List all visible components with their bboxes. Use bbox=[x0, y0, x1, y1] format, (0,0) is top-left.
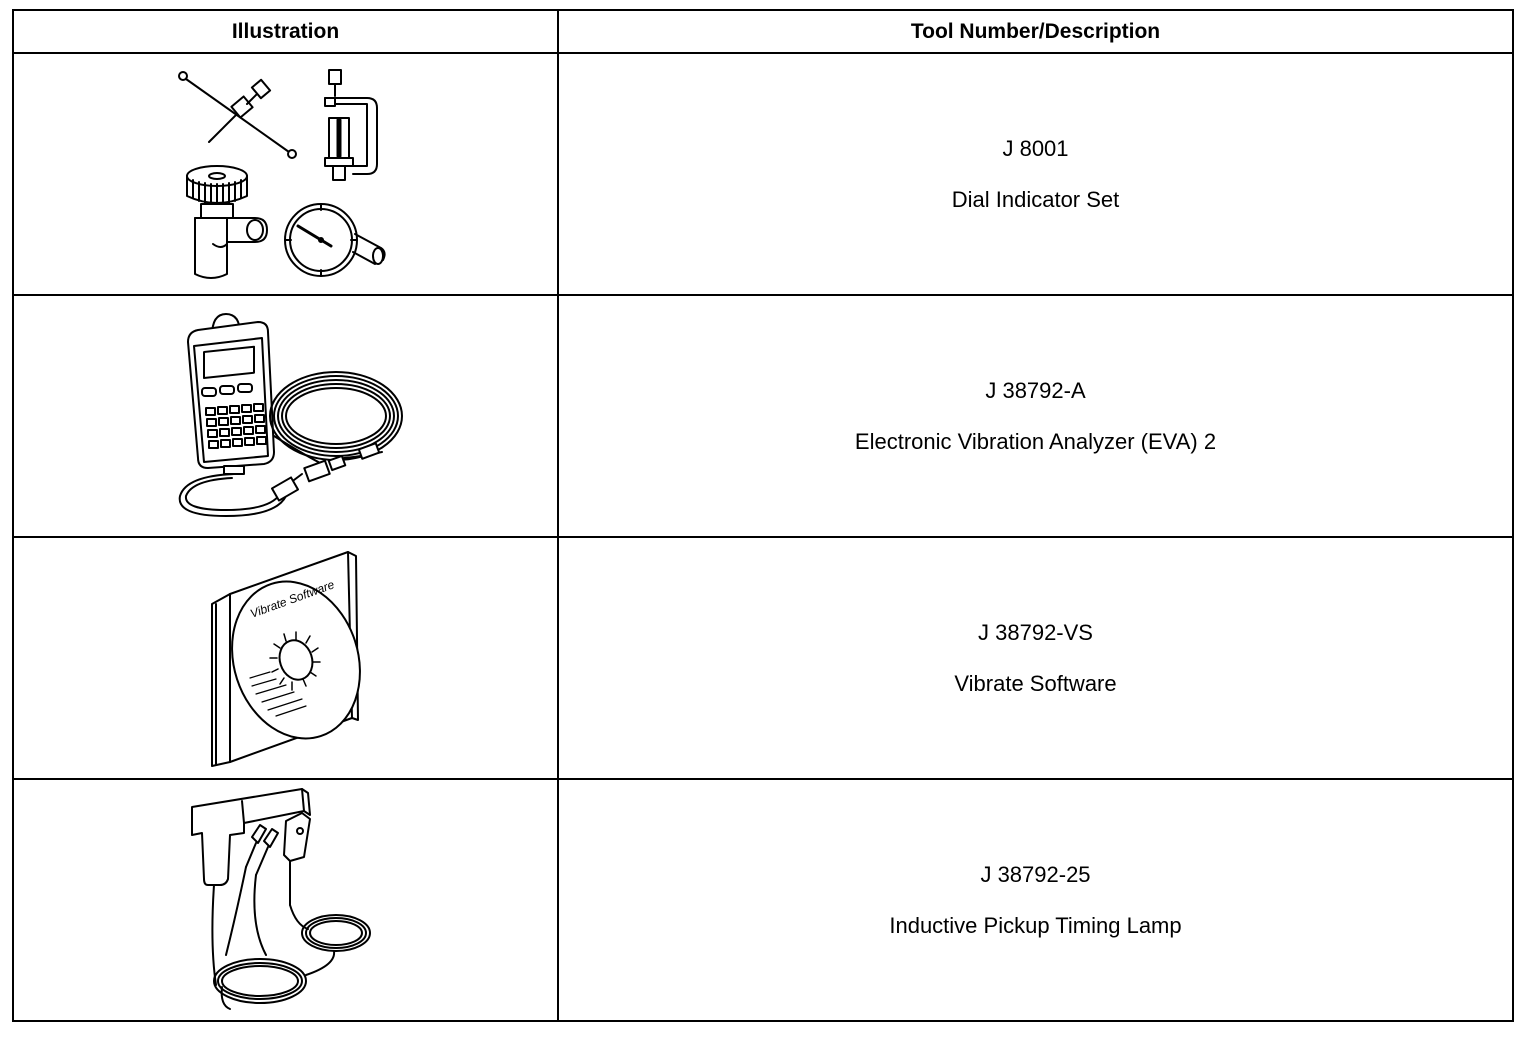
illustration-cell bbox=[13, 537, 558, 779]
tool-description: Inductive Pickup Timing Lamp bbox=[889, 912, 1182, 938]
software-cd-icon bbox=[206, 548, 366, 768]
tool-number: J 38792-A bbox=[985, 377, 1086, 403]
tool-description: Electronic Vibration Analyzer (EVA) 2 bbox=[854, 428, 1217, 454]
table-row bbox=[13, 53, 1513, 295]
vibration-analyzer-icon bbox=[166, 306, 406, 526]
tool-description: Vibrate Software bbox=[954, 670, 1117, 696]
description-cell bbox=[558, 53, 1513, 295]
header-tool-number-description: Tool Number/Description bbox=[558, 10, 1513, 53]
table-row bbox=[13, 537, 1513, 779]
dial-indicator-set-icon bbox=[171, 64, 401, 284]
timing-lamp-icon bbox=[186, 785, 386, 1015]
illustration-cell bbox=[13, 53, 558, 295]
table-row bbox=[13, 779, 1513, 1021]
tool-number: J 38792-25 bbox=[980, 861, 1091, 887]
illustration-cell bbox=[13, 295, 558, 537]
tool-number: J 38792-VS bbox=[978, 619, 1093, 645]
table-header-row bbox=[13, 10, 1513, 53]
header-illustration: Illustration bbox=[13, 10, 558, 53]
description-cell bbox=[558, 295, 1513, 537]
description-cell bbox=[558, 537, 1513, 779]
tool-description: Dial Indicator Set bbox=[951, 186, 1120, 212]
tool-number: J 8001 bbox=[1002, 135, 1069, 161]
cd-label-text: Vibrate Software bbox=[247, 577, 336, 621]
description-cell bbox=[558, 779, 1513, 1021]
illustration-cell bbox=[13, 779, 558, 1021]
special-tools-table bbox=[12, 9, 1514, 1022]
table-row bbox=[13, 295, 1513, 537]
